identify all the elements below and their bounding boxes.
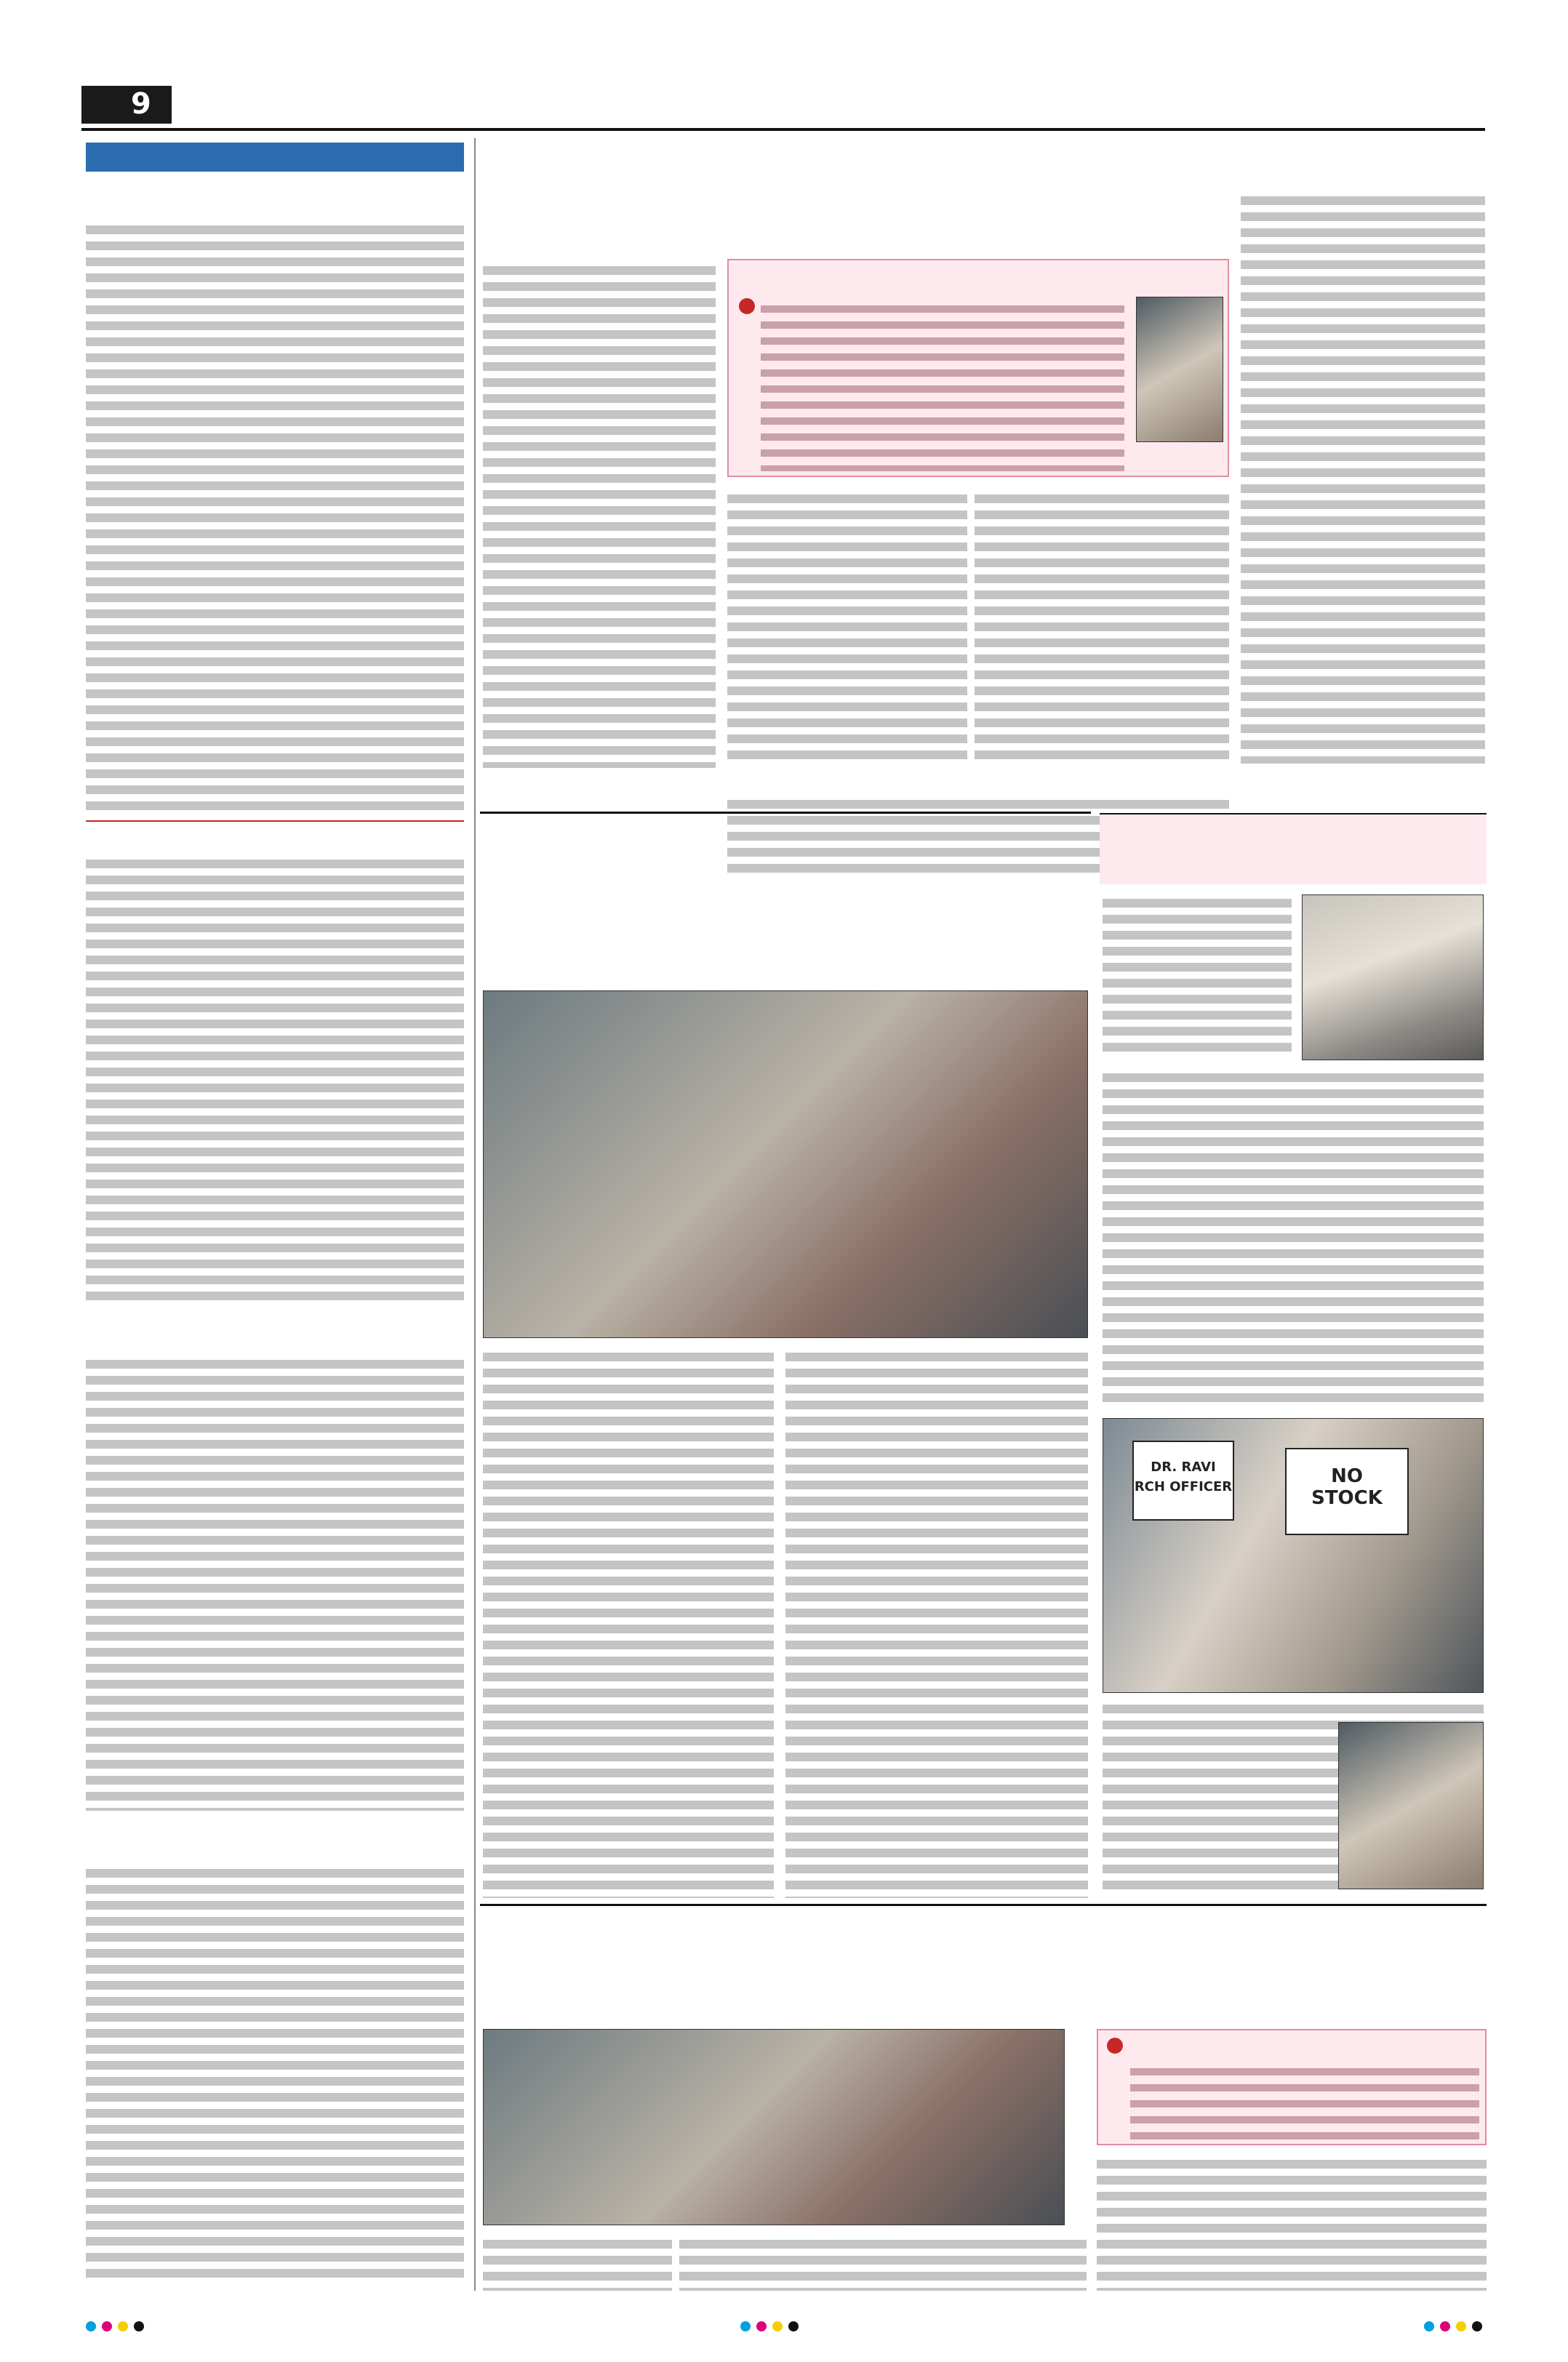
captain-bullet-icon (1107, 2038, 1123, 2054)
mutt-body (86, 1353, 464, 1811)
lead-body-col3 (975, 487, 1229, 764)
registration-dot (772, 2321, 783, 2331)
registration-dot (1424, 2321, 1434, 2331)
page-label-box (81, 86, 172, 124)
college-vaccine-body-b (1103, 1066, 1484, 1408)
zoo-top-rule (480, 812, 1091, 814)
zoo-kit-photo (483, 990, 1088, 1338)
quote-box-text (761, 297, 1124, 471)
zoo-body-col2 (785, 1345, 1088, 1898)
clinic-sign-photo (1103, 1418, 1484, 1693)
continued-banner (86, 143, 464, 172)
registration-dot (1456, 2321, 1466, 2331)
college-building-photo (1302, 894, 1484, 1060)
registration-dot (86, 2321, 96, 2331)
coop-top-rule (480, 1904, 1487, 1906)
minister-portrait (1136, 297, 1223, 442)
condolence-rule (86, 820, 464, 822)
college-vaccine-body-a (1103, 892, 1292, 1059)
quote-box (727, 259, 1229, 477)
registration-dot (740, 2321, 751, 2331)
doctor-nameplate (1132, 1441, 1234, 1521)
registration-dot (102, 2321, 112, 2331)
coop-body-col4 (1097, 2153, 1487, 2291)
no-stock-line2: STOCK (1311, 1487, 1383, 1509)
footer-registration-marks (86, 2320, 1487, 2334)
column-divider-left (474, 138, 476, 2291)
coop-workshop-photo (483, 2029, 1065, 2225)
registration-dot (118, 2321, 128, 2331)
obituary-body (86, 218, 464, 814)
no-stock-line1: NO (1331, 1465, 1363, 1487)
registration-dot (1440, 2321, 1450, 2331)
lead-body-col1 (483, 259, 716, 768)
coop-body-col5 (679, 2233, 1087, 2291)
registration-dot (756, 2321, 767, 2331)
quote-bullet-icon (739, 298, 755, 314)
captain-text (1130, 2059, 1479, 2139)
newspaper-logo (727, 83, 902, 116)
doctor-name: DR. RAVI (1151, 1460, 1216, 1475)
page-number: 9 (131, 87, 151, 121)
registration-dot (1472, 2321, 1482, 2331)
doctor-title: RCH OFFICER (1134, 1479, 1233, 1494)
coop-body-col1 (483, 2233, 672, 2291)
zoo-body-col1 (483, 1345, 774, 1898)
college-vaccine-headband (1100, 814, 1487, 884)
captain-box (1097, 2029, 1487, 2145)
lead-body-col2 (727, 487, 967, 764)
lead-body-col4 (1241, 189, 1485, 764)
vaccination-inset-photo (1338, 1722, 1484, 1889)
no-stock-sign (1285, 1448, 1409, 1535)
registration-dot (788, 2321, 799, 2331)
condolence-body (86, 852, 464, 1303)
masthead-rule (81, 128, 1485, 131)
registration-dot (134, 2321, 144, 2331)
nirmana-body (86, 1862, 464, 2283)
